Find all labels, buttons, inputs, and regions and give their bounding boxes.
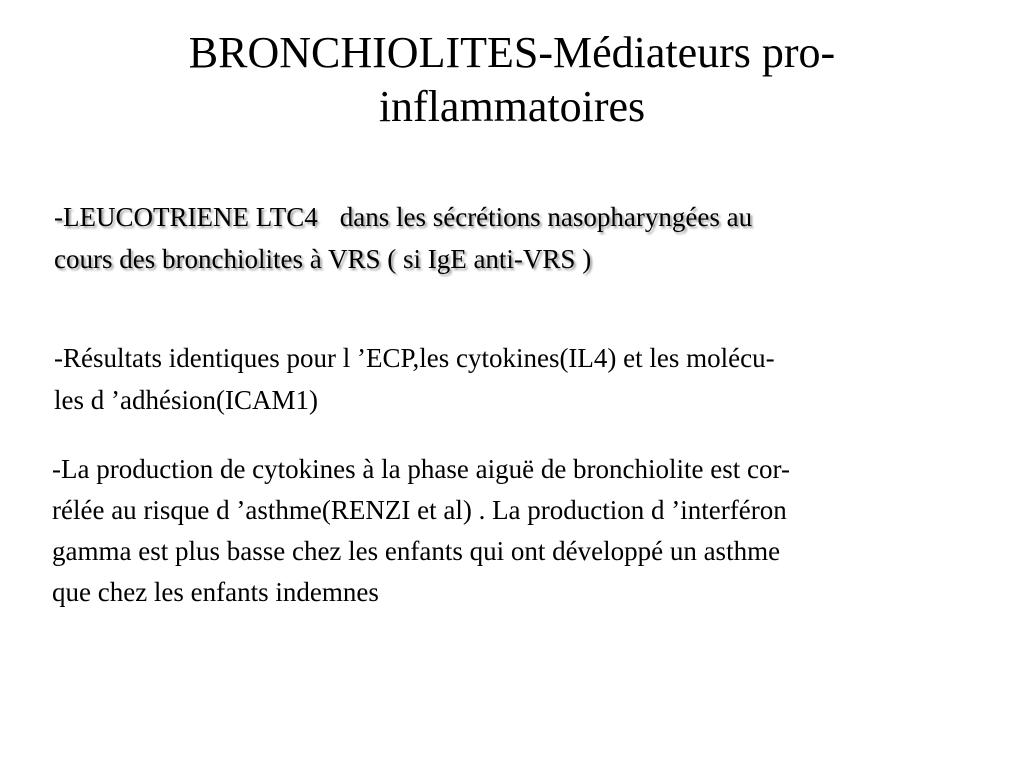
results-paragraph [54,337,994,421]
paragraph-line: -Résultats identiques pour l ’ECP,les cytokines(IL4) et les molécu- [54,343,775,373]
leucotriene-detail: dans les sécrétions nasopharyngées au [339,202,753,232]
slide-title [40,26,984,134]
paragraph-line: gamma est plus basse chez les enfants qui ont développé un asthme [52,536,781,566]
paragraph-line: rélée au risque d ’asthme(RENZI et al) . La production d ’interféron [52,495,787,525]
leucotriene-paragraph [54,196,994,280]
cytokine-production-paragraph [52,449,1002,613]
paragraph-line: -La production de cytokines à la phase aiguë de bronchiolite est cor- [52,454,790,484]
paragraph-line: que chez les enfants indemnes [52,577,379,607]
paragraph-line: cours des bronchiolites à VRS ( si IgE anti-VRS ) [54,244,592,274]
slide-title-line: inflammatoires [378,82,646,131]
leucotriene-label: -LEUCOTRIENE LTC4 [54,202,318,232]
paragraph-line [54,196,994,238]
paragraph-line: les d ’adhésion(ICAM1) [54,385,318,415]
slide-title-line: BRONCHIOLITES-Médiateurs pro- [188,28,836,77]
